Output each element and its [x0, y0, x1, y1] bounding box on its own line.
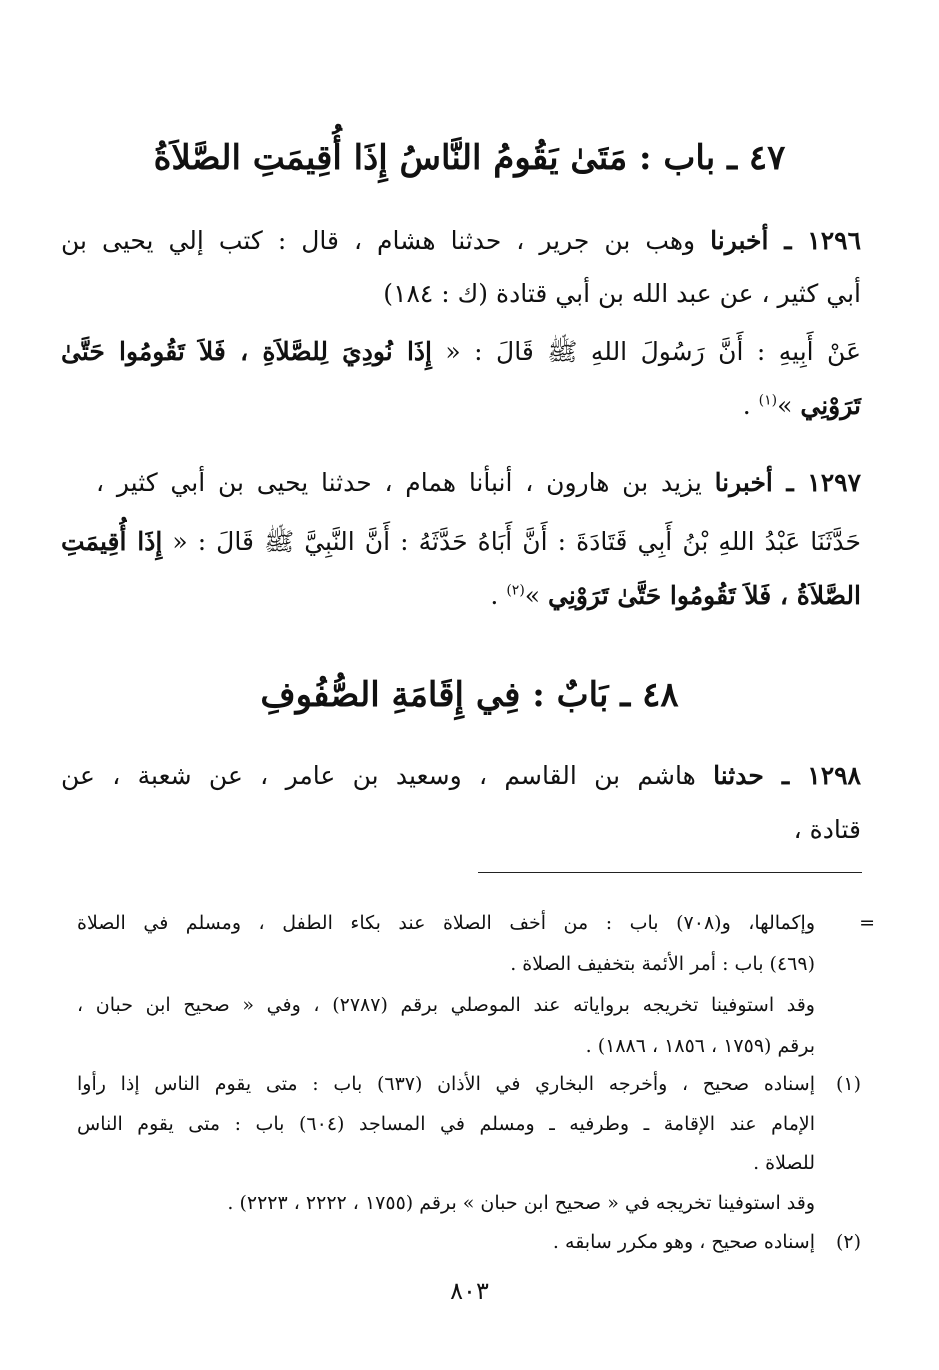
- footnote-0-line-3: وقد استوفينا تخريجه برواياته عند الموصلي برقم (٢٧٨٧) ، وفي « صحيح ابن حبان ،: [77, 994, 815, 1016]
- hadith-1296-line-4: تَرَوْنِي »$^{(١)}$ .: [742, 391, 861, 420]
- footnote-1-line-1: إسناده صحيح ، وأخرجه البخاري في الأذان (٦٣٧) باب : متى يقوم الناس إذا رأوا: [77, 1073, 815, 1095]
- hadith-1298-line-2: قتادة ،: [793, 815, 861, 844]
- hadith-1296-line-1: ١٢٩٦ ـ أخبرنا وهب بن جرير ، حدثنا هشام ، قال : كتب إلي يحيى بن: [61, 226, 861, 255]
- footnote-1-line-2: الإمام عند الإقامة ـ وطرفيه ـ ومسلم في المساجد (٦٠٤) باب : متى يقوم الناس: [77, 1113, 815, 1135]
- footnote-ref-2: (٢): [506, 582, 525, 599]
- footnote-1-number: (١): [835, 1073, 861, 1095]
- page-number: ٨٠٣: [450, 1277, 489, 1305]
- hadith-1296-line-2: أبي كثير ، عن عبد الله بن أبي قتادة (ك : ١٨٤): [383, 279, 861, 308]
- hadith-number: ١٢٩٦ ـ أخبرنا: [710, 226, 861, 255]
- hadith-1297-line-3: الصَّلاَةُ ، فَلاَ تَقُومُوا حَتَّىٰ تَرَوْنِي »$^{(٢)}$ .: [490, 581, 861, 610]
- chapter-heading-47: ٤٧ ـ باب : مَتَىٰ يَقُومُ النَّاسُ إِذَا أُقِيمَتِ الصَّلاَةُ: [153, 138, 786, 178]
- footnote-0-line-2: (٤٦٩) باب : أمر الأئمة بتخفيف الصلاة .: [510, 953, 815, 975]
- hadith-number: ١٢٩٨ ـ حدثنا: [713, 761, 861, 790]
- footnote-continuation-mark: =: [859, 912, 875, 934]
- chapter-heading-48: ٤٨ ـ بَابٌ : فِي إِقَامَةِ الصُّفُوفِ: [260, 675, 679, 715]
- footnote-0-line-4: برقم (١٧٥٩ ، ١٨٥٦ ، ١٨٨٦) .: [585, 1035, 815, 1057]
- footnote-0-line-1: وإكمالها، و(٧٠٨) باب : من أخف الصلاة عند بكاء الطفل ، ومسلم في الصلاة: [77, 912, 816, 934]
- hadith-1298-line-1: ١٢٩٨ ـ حدثنا هاشم بن القاسم ، وسعيد بن عامر ، عن شعبة ، عن: [61, 761, 861, 790]
- footnote-separator: [478, 872, 862, 873]
- hadith-1297-line-1: ١٢٩٧ ـ أخبرنا يزيد بن هارون ، أنبأنا همام ، حدثنا يحيى بن أبي كثير ،: [96, 468, 861, 497]
- footnote-1-line-3: للصلاة .: [753, 1152, 815, 1174]
- footnote-2-line-1: إسناده صحيح ، وهو مكرر سابقه .: [552, 1231, 815, 1253]
- footnote-1-line-4: وقد استوفينا تخريجه في « صحيح ابن حبان » برقم (١٧٥٥ ، ٢٢٢٢ ، ٢٢٢٣) .: [227, 1192, 815, 1214]
- hadith-1297-line-2: حَدَّثَنَا عَبْدُ اللهِ بْنُ أَبِي قَتَادَةَ : أَنَّ أَبَاهُ حَدَّثَهُ : أَنَّ النَّبِيَّ ﷺ قَالَ : « إِذَا أُقِيمَتِ: [61, 527, 861, 556]
- footnote-2-number: (٢): [835, 1231, 861, 1253]
- footnote-ref-1: (١): [758, 392, 778, 409]
- hadith-1296-line-3: عَنْ أَبِيهِ : أَنَّ رَسُولَ اللهِ ﷺ قَالَ : « إِذَا نُودِيَ لِلصَّلاَةِ ، فَلاَ تَقُومُوا حَتَّىٰ: [61, 337, 862, 366]
- hadith-number: ١٢٩٧ ـ أخبرنا: [714, 468, 861, 497]
